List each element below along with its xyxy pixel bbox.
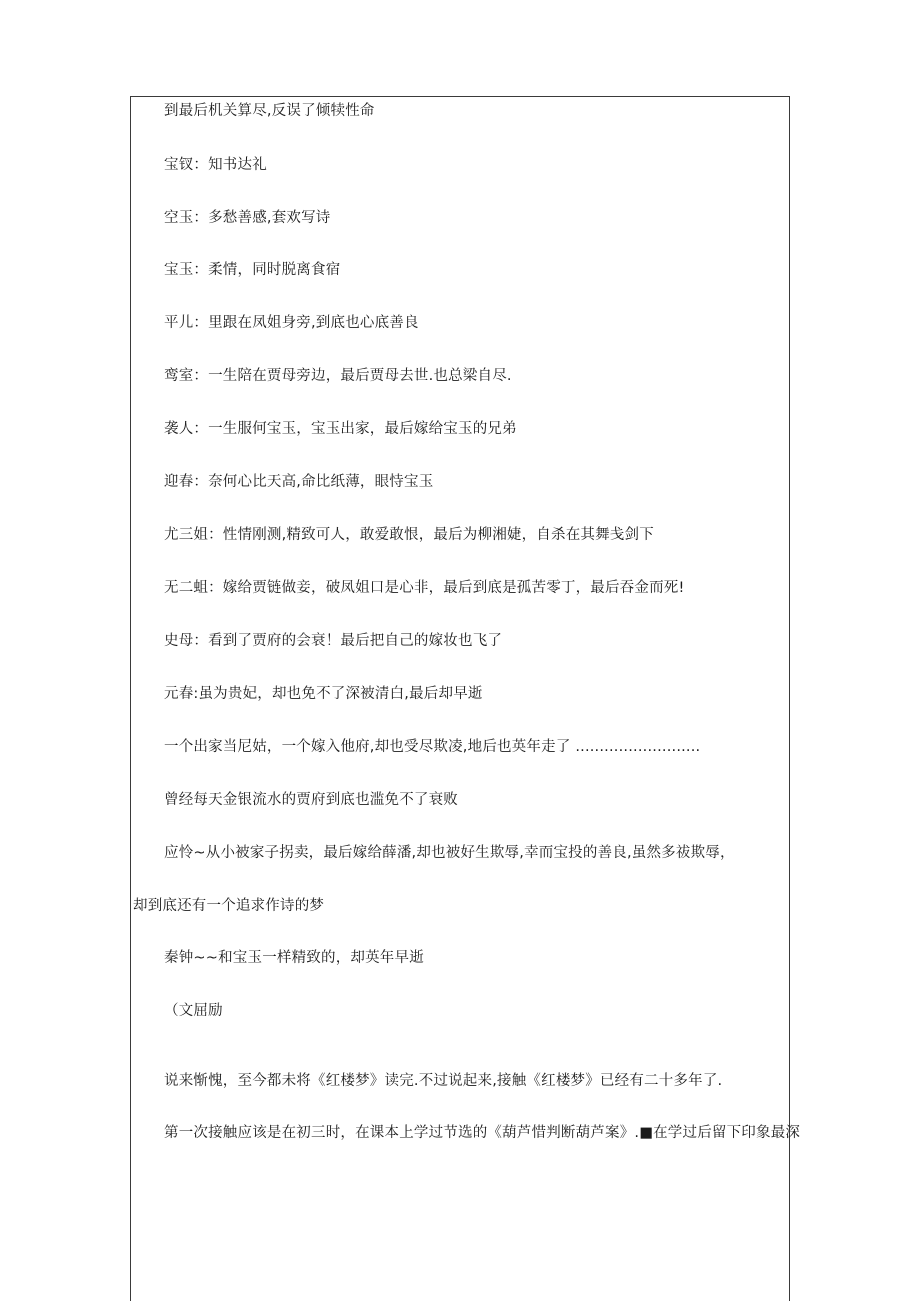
text-line: （文屈励 [164, 1003, 223, 1019]
text-line: 却到底还有一个追求作诗的梦 [133, 898, 325, 914]
text-line: 迎春：奈何心比天高,命比纸薄，眼恃宝玉 [164, 474, 434, 490]
text-line: 元春:虽为贵妃，却也免不了深被清白,最后却早逝 [164, 686, 483, 702]
text-line: 无二蛆：嫁给贾链做妾，破凤姐口是心非，最后到底是孤苦零丁，最后吞金而死! [164, 580, 685, 596]
text-line: 说来惭愧，至今都未将《红楼梦》读完.不过说起来,接触《红楼梦》已经有二十多年了. [164, 1073, 723, 1089]
text-line: 空玉：多愁善感,套欢写诗 [164, 210, 331, 226]
text-line: 史母：看到了贾府的会衰！最后把自己的嫁妆也飞了 [164, 633, 503, 649]
text-line: 到最后机关算尽,反误了倾犊性命 [164, 103, 375, 119]
text-line: 曾经每天金银流水的贾府到底也滥免不了衰败 [164, 792, 458, 808]
text-line: 宝玉：柔情，同时脱离食宿 [164, 262, 341, 278]
text-line: 袭人：一生服何宝玉，宝玉出家，最后嫁给宝玉的兄弟 [164, 421, 517, 437]
text-line: 宝钗：知书达礼 [164, 157, 267, 173]
text-line: 第一次接触应该是在初三时，在课本上学过节选的《葫芦惜判断葫芦案》.■在学过后留下印象最深 [164, 1125, 801, 1141]
text-line: 鸾室：一生陪在贾母旁边，最后贾母去世.也总梁自尽. [164, 368, 512, 384]
text-line: 尤三姐：性情刚测,精致可人，敢爱敢恨，最后为柳湘婕，自杀在其舞戋剑下 [164, 527, 654, 543]
text-line: 应怜~从小被家子拐卖，最后嫁给薛潘,却也被好生欺辱,幸而宝投的善良,虽然多祓欺辱， [164, 845, 735, 861]
text-line: 一个出家当尼姑，一个嫁入他府,却也受尽欺凌,地后也英年走了 .......................... [164, 739, 701, 755]
text-line: 秦钟~~和宝玉一样精致的，却英年早逝 [164, 950, 424, 966]
text-line: 平儿：里跟在凤姐身旁,到底也心底善良 [164, 315, 419, 331]
